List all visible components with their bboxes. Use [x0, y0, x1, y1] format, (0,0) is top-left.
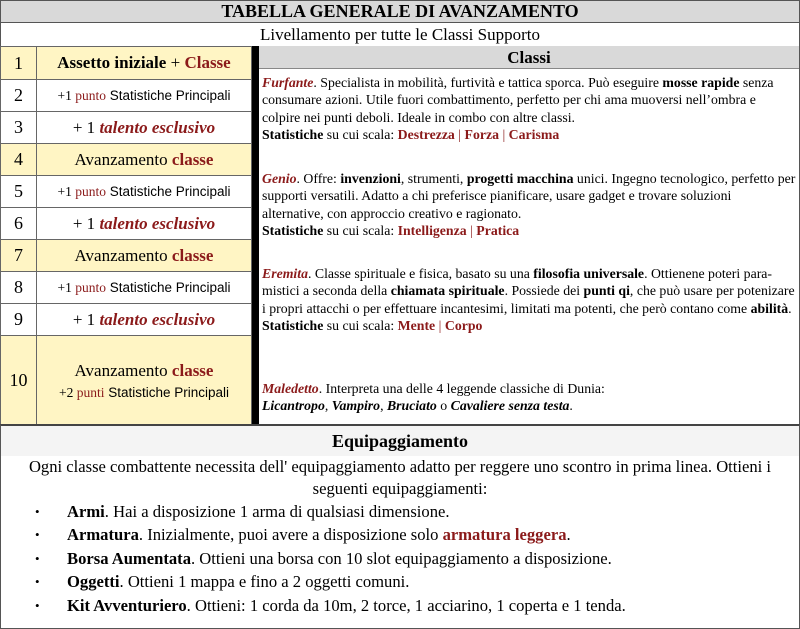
level-number: 6 — [1, 208, 37, 240]
class-text: . Specialista in mobilità, furtività e tattica sporca. Può eseguire — [313, 75, 663, 90]
item-text: . — [566, 525, 571, 545]
class-keyword: filosofia universale — [533, 266, 645, 281]
level-number: 8 — [1, 272, 37, 304]
stat-separator: | — [499, 126, 509, 142]
equipment-item — [31, 570, 791, 593]
equipment-intro: Ogni classe combattente necessita dell' equipaggiamento adatto per reggere uno scontro in prima linea. Ottieni i seguenti equipaggiamenti: — [28, 457, 772, 498]
item-name: Oggetti — [67, 572, 120, 592]
class-text: unici. Ingegno tecnologico, perfetto per supporti versatili. Adatto a chi preferisce pianificare, usare gadget e trovare soluzioni alternative, con approccio creativo e ragionato. — [262, 171, 796, 221]
class-text: senza consumare azioni. Utile fuori combattimento, perfetto per chi ama muoversi nell’ombra e colpire nei punti deboli. Ideale in combo con altre classi. — [262, 75, 774, 125]
class-furfante — [262, 74, 796, 143]
class-text: . Interpreta una delle 4 leggende classiche di Dunia: — [318, 381, 605, 396]
level-text: Statistiche Principali — [104, 384, 230, 400]
level-text: Assetto iniziale — [57, 53, 167, 72]
stats-text: su cui scala: — [323, 126, 398, 142]
class-keyword: invenzioni — [340, 171, 401, 186]
item-name: Armi — [67, 502, 105, 521]
class-stats — [262, 222, 796, 239]
stats-label: Statistiche — [262, 222, 324, 238]
level-table — [0, 46, 252, 426]
equipment-item — [31, 523, 791, 546]
class-text: , strumenti, — [400, 171, 467, 186]
level-highlight: Classe — [184, 53, 231, 72]
class-text: . Possiede dei — [504, 283, 584, 299]
level-highlight: classe — [171, 360, 214, 380]
class-genio — [262, 170, 796, 239]
class-stats — [262, 317, 796, 334]
item-text: . Ottieni 1 mappa e fino a 2 oggetti comuni. — [119, 572, 410, 592]
class-name: Eremita — [262, 266, 308, 281]
item-name: Armatura — [67, 525, 139, 545]
level-row-10 — [1, 336, 252, 426]
class-description — [262, 380, 796, 397]
level-text: + 1 — [72, 213, 100, 233]
level-text: Statistiche Principali — [105, 279, 231, 295]
level-text: Statistiche Principali — [105, 183, 231, 199]
item-text: . Inizialmente, puoi avere a disposizione solo — [138, 525, 443, 545]
legend-name: Cavaliere senza testa — [450, 398, 570, 414]
class-description — [262, 265, 796, 317]
legend-name: Licantropo — [262, 398, 325, 414]
class-description — [262, 170, 796, 222]
level-row-1 — [1, 47, 252, 80]
level-row-3 — [1, 112, 252, 144]
level-highlight: classe — [171, 149, 214, 169]
class-keyword: progetti macchina — [466, 171, 574, 186]
equipment-item — [31, 594, 791, 617]
level-text: +1 — [57, 183, 76, 199]
level-text: Avanzamento — [74, 245, 172, 265]
stat-value: Forza — [464, 126, 499, 142]
equipment-item — [31, 547, 791, 570]
level-text: +1 — [57, 279, 76, 295]
class-maledetto — [262, 380, 796, 415]
level-highlight: talento esclusivo — [99, 117, 216, 137]
class-stats — [262, 126, 796, 143]
level-row-7 — [1, 240, 252, 272]
classes-heading: Classi — [259, 46, 799, 69]
class-text: . Offre: — [296, 171, 341, 186]
class-description — [262, 74, 796, 126]
class-text: . Ottienene poteri para-mistici a seconda della — [262, 266, 773, 299]
stats-text: su cui scala: — [323, 317, 398, 333]
class-name: Genio — [262, 171, 297, 186]
stats-text: su cui scala: — [323, 222, 398, 238]
equipment-heading: Equipaggiamento — [1, 426, 799, 456]
level-text: +2 — [58, 384, 77, 400]
equipment-list — [31, 500, 791, 617]
class-keyword: punti qi — [583, 283, 630, 299]
level-text: Avanzamento — [74, 360, 172, 380]
stat-value: Intelligenza — [397, 222, 467, 238]
level-description — [37, 176, 252, 208]
level-number: 5 — [1, 176, 37, 208]
level-text: Avanzamento — [74, 149, 172, 169]
document-subtitle: Livellamento per tutte le Classi Supporto — [0, 23, 800, 46]
stat-value: Mente — [397, 317, 436, 333]
equipment-item — [31, 500, 791, 523]
level-row-5 — [1, 176, 252, 208]
level-highlight: punto — [75, 183, 106, 199]
column-separator — [252, 46, 259, 424]
stat-value: Corpo — [444, 317, 483, 333]
level-description — [37, 240, 252, 272]
class-name: Furfante — [262, 75, 314, 90]
level-row-9 — [1, 304, 252, 336]
level-description — [37, 144, 252, 176]
level-row-6 — [1, 208, 252, 240]
equipment-section — [0, 424, 800, 629]
level-number: 3 — [1, 112, 37, 144]
level-highlight: talento esclusivo — [99, 309, 216, 329]
level-highlight: punto — [75, 87, 106, 103]
level-description — [37, 272, 252, 304]
class-text: . Classe spirituale e fisica, basato su una — [308, 266, 534, 281]
item-text: . Ottieni: 1 corda da 10m, 2 torce, 1 acciarino, 1 coperta e 1 tenda. — [186, 595, 626, 615]
item-name: Kit Avventuriero — [67, 595, 187, 615]
level-description — [37, 80, 252, 112]
level-row-4 — [1, 144, 252, 176]
stats-label: Statistiche — [262, 126, 324, 142]
item-text: . Hai a disposizione 1 arma di qualsiasi dimensione. — [104, 502, 450, 521]
level-description — [37, 304, 252, 336]
stat-separator: | — [454, 126, 465, 142]
level-number: 7 — [1, 240, 37, 272]
legend-separator: . — [569, 398, 573, 414]
level-number: 10 — [1, 336, 37, 426]
item-name: Borsa Aumentata — [67, 548, 191, 568]
level-row-8 — [1, 272, 252, 304]
level-description — [37, 47, 252, 80]
class-text: , che può usare per potenizare i propri attacchi o per effettuare incantesimi, limitati ma potenti, che però contano come — [262, 283, 795, 316]
classes-panel — [259, 46, 800, 424]
class-keyword: chiamata spirituale — [390, 283, 505, 299]
level-text: + 1 — [72, 117, 100, 137]
level-line — [37, 361, 251, 381]
class-name: Maledetto — [262, 381, 319, 396]
legend-name: Bruciato — [386, 398, 437, 414]
legend-separator: o — [436, 398, 451, 414]
class-keyword: mosse rapide — [662, 75, 740, 90]
item-text: . Ottieni una borsa con 10 slot equipaggiamento a disposizione. — [191, 548, 612, 568]
level-number: 2 — [1, 80, 37, 112]
level-description — [37, 208, 252, 240]
item-highlight: armatura leggera — [442, 525, 567, 545]
level-description — [37, 112, 252, 144]
stat-value: Carisma — [508, 126, 560, 142]
level-text: Statistiche Principali — [105, 87, 231, 103]
level-highlight: punto — [75, 279, 106, 295]
legend-name: Vampiro — [331, 398, 381, 414]
level-text: +1 — [57, 87, 76, 103]
legend-separator: , — [380, 398, 387, 414]
class-keyword: abilità — [750, 300, 789, 316]
stat-value: Pratica — [476, 222, 520, 238]
class-text: . — [788, 300, 792, 316]
stat-value: Destrezza — [397, 126, 455, 142]
class-eremita — [262, 265, 796, 334]
level-row-2 — [1, 80, 252, 112]
level-number: 1 — [1, 47, 37, 80]
stat-separator: | — [435, 317, 445, 333]
level-number: 9 — [1, 304, 37, 336]
level-number: 4 — [1, 144, 37, 176]
stat-separator: | — [466, 222, 477, 238]
level-text: + 1 — [72, 309, 100, 329]
level-text: + — [166, 53, 185, 72]
legend-separator: , — [324, 398, 332, 414]
level-line — [37, 385, 251, 401]
legend-list — [262, 397, 796, 414]
document-title: TABELLA GENERALE DI AVANZAMENTO — [0, 0, 800, 23]
level-description — [37, 336, 252, 426]
level-highlight: talento esclusivo — [99, 213, 216, 233]
level-highlight: classe — [171, 245, 214, 265]
stats-label: Statistiche — [262, 317, 324, 333]
level-highlight: punti — [76, 384, 105, 400]
